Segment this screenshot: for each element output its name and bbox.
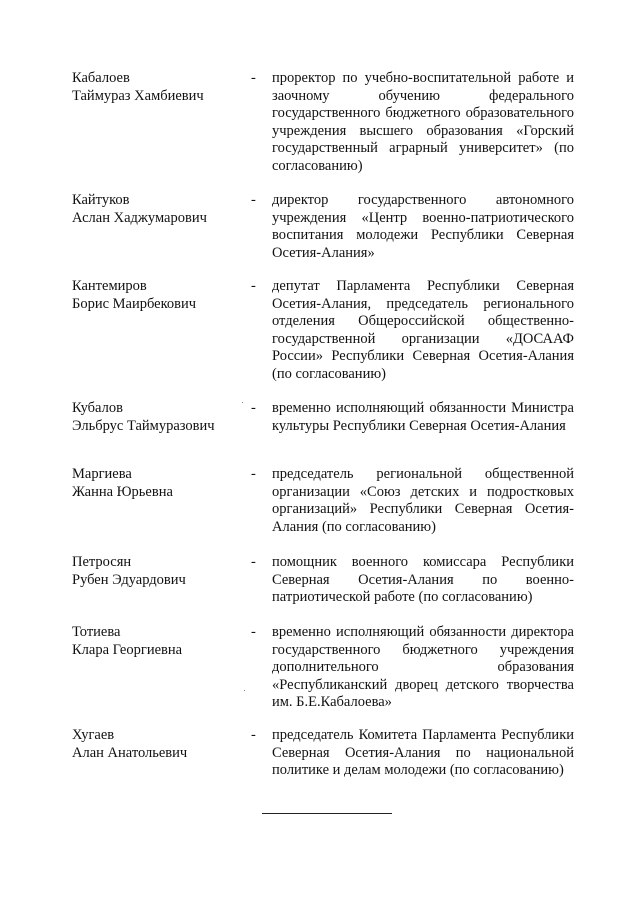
member-given-names: Эльбрус Таймуразович xyxy=(72,417,215,434)
member-position: временно исполняющий обязанности директора государственного бюджетного учреждения дополнительного образования «Республиканский дворец детского творчества им. Б.Е.Кабалоева» xyxy=(272,624,574,710)
member-given-names: Таймураз Хамбиевич xyxy=(72,87,204,104)
member-position: депутат Парламента Республики Северная Осетия-Алания, председатель регионального отделения Общероссийской общественно-государственной организации «ДОСААФ России» Республики Северная Осетия-Алания (по согласованию) xyxy=(272,278,574,382)
separator-dash: - xyxy=(251,466,256,482)
member-surname: Хугаев xyxy=(72,727,115,743)
separator-dash: - xyxy=(251,624,256,640)
member-name xyxy=(72,554,247,589)
member-position: директор государственного автономного учреждения «Центр военно-патриотического воспитания молодежи Республики Северная Осетия-Алания» xyxy=(272,192,574,261)
scan-speck xyxy=(242,402,243,403)
separator-dash: - xyxy=(251,727,256,743)
member-surname: Кайтуков xyxy=(72,192,130,208)
member-position: помощник военного комиссара Республики Северная Осетия-Алания по военно-патриотической работе (по согласованию) xyxy=(272,554,574,605)
closing-rule xyxy=(262,813,392,814)
separator-dash: - xyxy=(251,192,256,208)
member-given-names: Борис Маирбекович xyxy=(72,295,197,312)
member-surname: Кубалов xyxy=(72,400,123,416)
member-name xyxy=(72,278,247,313)
member-given-names: Алан Анатольевич xyxy=(72,744,188,761)
member-given-names: Рубен Эдуардович xyxy=(72,571,186,588)
member-surname: Тотиева xyxy=(72,624,121,640)
member-surname: Кантемиров xyxy=(72,278,147,294)
member-given-names: Клара Георгиевна xyxy=(72,641,183,658)
member-position: председатель Комитета Парламента Республики Северная Осетия-Алания по национальной политике и делам молодежи (по согласованию) xyxy=(272,727,574,778)
separator-dash: - xyxy=(251,278,256,294)
member-name xyxy=(72,466,247,501)
member-name xyxy=(72,400,247,435)
separator-dash: - xyxy=(251,554,256,570)
member-name xyxy=(72,624,247,659)
member-name xyxy=(72,727,247,762)
member-name xyxy=(72,192,247,227)
member-name xyxy=(72,70,247,105)
member-surname: Маргиева xyxy=(72,466,132,482)
member-given-names: Жанна Юрьевна xyxy=(72,483,173,500)
member-position: проректор по учебно-воспитательной работе и заочному обучению федерального государственного бюджетного образовательного учреждения высшего образования «Горский государственный аграрный университет» (по согласованию) xyxy=(272,70,574,174)
member-surname: Кабалоев xyxy=(72,70,130,86)
scan-speck xyxy=(244,690,245,691)
member-position: председатель региональной общественной организации «Союз детских и подростковых организаций» Республики Северная Осетия-Алания (по согласованию) xyxy=(272,466,574,535)
separator-dash: - xyxy=(251,70,256,86)
separator-dash: - xyxy=(251,400,256,416)
member-given-names: Аслан Хаджумарович xyxy=(72,209,207,226)
member-surname: Петросян xyxy=(72,554,132,570)
member-position: временно исполняющий обязанности Министра культуры Республики Северная Осетия-Алания xyxy=(272,400,574,434)
